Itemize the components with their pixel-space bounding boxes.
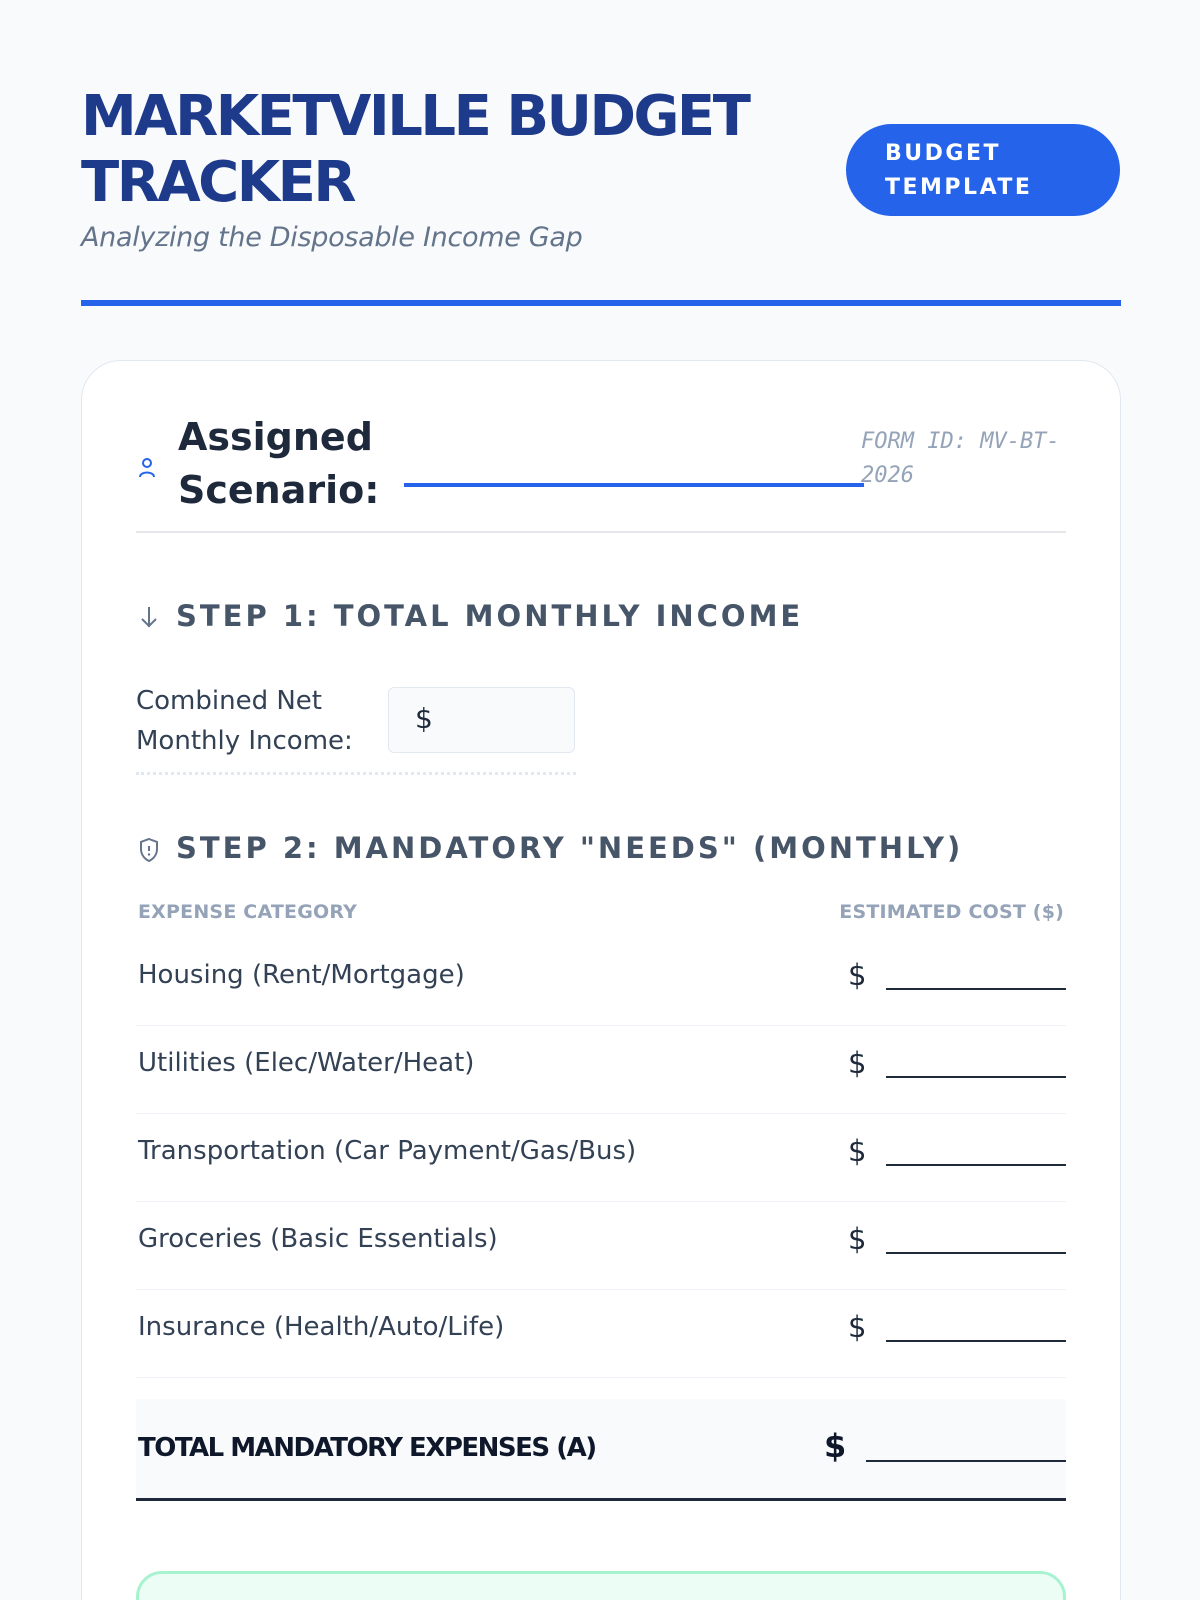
total-label: TOTAL MANDATORY EXPENSES (A) bbox=[138, 1433, 596, 1463]
expense-currency: $ bbox=[848, 1222, 867, 1256]
expense-input-line[interactable] bbox=[886, 1164, 1066, 1166]
scenario-label: Assigned Scenario: bbox=[178, 415, 380, 512]
budget-template-badge: BUDGET TEMPLATE bbox=[846, 124, 1120, 216]
expense-currency: $ bbox=[848, 1134, 867, 1168]
page-subtitle: Analyzing the Disposable Income Gap bbox=[81, 222, 583, 253]
expense-currency: $ bbox=[848, 1310, 867, 1344]
col-header-cost: ESTIMATED COST ($) bbox=[839, 901, 1064, 923]
expense-input-line[interactable] bbox=[886, 1340, 1066, 1342]
page-title: MARKETVILLE BUDGET TRACKER bbox=[81, 84, 749, 215]
result-box bbox=[136, 1571, 1066, 1600]
expense-row bbox=[136, 1026, 1066, 1114]
col-header-category: EXPENSE CATEGORY bbox=[138, 901, 358, 923]
scenario-input-line[interactable] bbox=[404, 483, 864, 487]
arrow-down-icon bbox=[138, 605, 160, 631]
income-divider bbox=[136, 772, 576, 775]
step1-heading bbox=[136, 599, 1066, 639]
expense-row bbox=[136, 1202, 1066, 1290]
total-input-line[interactable] bbox=[866, 1460, 1066, 1462]
expense-name: Utilities (Elec/Water/Heat) bbox=[138, 1048, 475, 1078]
header-divider bbox=[81, 300, 1121, 306]
expense-row bbox=[136, 1114, 1066, 1202]
expense-row bbox=[136, 938, 1066, 1026]
form-id: FORM ID: MV-BT-2026 bbox=[861, 429, 1060, 488]
budget-card bbox=[81, 360, 1121, 1600]
step2-heading-text: STEP 2: MANDATORY "NEEDS" (MONTHLY) bbox=[176, 831, 964, 865]
expense-currency: $ bbox=[848, 958, 867, 992]
expense-input-line[interactable] bbox=[886, 1252, 1066, 1254]
expense-input-line[interactable] bbox=[886, 1076, 1066, 1078]
total-row bbox=[136, 1399, 1066, 1501]
step2-heading bbox=[136, 831, 1066, 871]
total-currency: $ bbox=[824, 1427, 847, 1465]
income-input[interactable] bbox=[388, 687, 575, 753]
expense-name: Insurance (Health/Auto/Life) bbox=[138, 1312, 505, 1342]
income-label: Combined Net Monthly Income: bbox=[136, 686, 353, 756]
expense-currency: $ bbox=[848, 1046, 867, 1080]
income-currency: $ bbox=[415, 702, 433, 735]
expense-name: Groceries (Basic Essentials) bbox=[138, 1224, 498, 1254]
scenario-section bbox=[136, 411, 1066, 533]
shield-icon bbox=[138, 837, 160, 863]
page-header bbox=[81, 84, 1121, 309]
expense-input-line[interactable] bbox=[886, 988, 1066, 990]
expense-name: Transportation (Car Payment/Gas/Bus) bbox=[138, 1136, 637, 1166]
step1-heading-text: STEP 1: TOTAL MONTHLY INCOME bbox=[176, 599, 804, 633]
person-icon bbox=[138, 457, 156, 479]
expense-name: Housing (Rent/Mortgage) bbox=[138, 960, 465, 990]
expense-row bbox=[136, 1290, 1066, 1378]
